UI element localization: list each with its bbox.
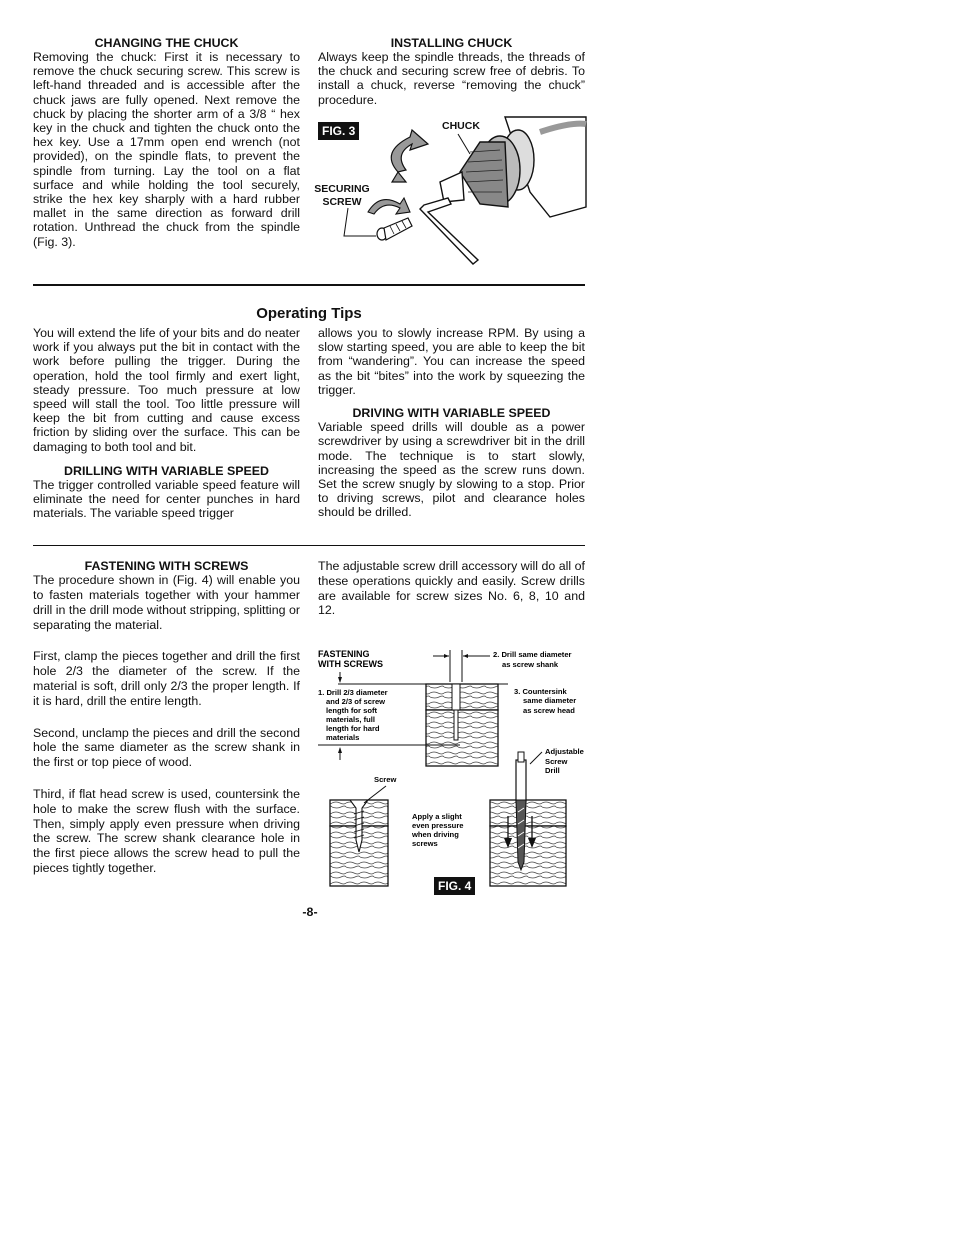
fastening-left-column xyxy=(33,559,300,876)
fig4-step3-text xyxy=(514,687,576,715)
fig4-title-line2: WITH SCREWS xyxy=(318,659,383,669)
page-number: -8- xyxy=(302,905,318,919)
section-divider-top xyxy=(33,284,585,286)
svg-text:as screw head: as screw head xyxy=(523,706,575,715)
operating-tips-title: Operating Tips xyxy=(256,305,362,322)
fig3-chuck-label: CHUCK xyxy=(442,120,480,132)
svg-text:3. Countersink: 3. Countersink xyxy=(514,687,567,696)
svg-text:2. Drill same diameter: 2. Drill same diameter xyxy=(493,650,572,659)
section-divider-bottom xyxy=(33,545,585,546)
changing-chuck-body xyxy=(33,50,300,249)
installing-chuck-body xyxy=(318,50,585,107)
svg-text:Screw: Screw xyxy=(545,757,568,766)
fastening-paragraph-4: Third, if flat head screw is used, countersink the hole to make the screw flush with the surface. Then, simply apply even pressure when driving the screw. The screw shank clearance hole in the first piece allows the screw head to pull the pieces tightly together. xyxy=(33,786,300,875)
fig3-securing-line2: SCREW xyxy=(322,196,362,208)
fig4-screw-label: Screw xyxy=(374,775,397,784)
fig4-title-line1: FASTENING xyxy=(318,649,370,659)
svg-text:as screw shank: as screw shank xyxy=(502,660,559,669)
svg-text:even pressure: even pressure xyxy=(412,821,464,830)
fig4-tag: FIG. 4 xyxy=(434,877,475,895)
svg-text:materials, full: materials, full xyxy=(326,715,375,724)
svg-text:screws: screws xyxy=(412,839,438,848)
svg-text:materials: materials xyxy=(326,733,360,742)
fig3-drill-illustration xyxy=(340,112,588,268)
fig4-apply-text xyxy=(411,812,464,848)
svg-text:1. Drill 2/3 diameter: 1. Drill 2/3 diameter xyxy=(318,688,388,697)
operating-tips-left-column xyxy=(33,326,300,521)
drilling-variable-speed-continued: allows you to slowly increase RPM. By using a slow starting speed, you are able to keep the bit from “wandering”. You can increase the speed as the bit “bites” into the work by squeezing the trigger. xyxy=(318,326,585,397)
installing-chuck-text: Always keep the spindle threads, the threads of the chuck and securing screw free of debris. To install a chuck, reverse “removing the chuck” procedure. xyxy=(318,50,585,107)
operating-tips-intro: You will extend the life of your bits and do neater work if you always put the bit in contact with the work before pulling the trigger. During the operation, hold the tool firmly and exert light, steady pressure. Too much pressure at low speed will stall the tool. Too little pressure will keep the bit from cutting and cause excess friction by sliding over the surface. This can be damaging to both tool and bit. xyxy=(33,326,300,454)
changing-chuck-text: Removing the chuck: First it is necessary to remove the chuck securing screw. This screw is left-hand threaded and is accessible after the chuck jaws are fully opened. Next remove the chuck by placing the shorter arm of a 3/8 “ hex key in the chuck and tighten the chuck onto the hex key. Use a 17mm open end wrench (not provided), on the spindle flats, to prevent the spindle from turning. Lay the tool on a flat surface and while holding the tool securely, strike the hex key sharply with a hard rubber mallet in the same direction as forward drill rotation. Unthread the chuck from the spindle (Fig. 3). xyxy=(33,50,300,249)
fastening-paragraph-2: First, clamp the pieces together and drill the first hole 2/3 the diameter of the screw. If the material is soft, drill only 2/3 the proper length. If it is hard, drill the entire length. xyxy=(33,649,300,708)
svg-text:length for soft: length for soft xyxy=(326,706,378,715)
driving-variable-speed-text: Variable speed drills will double as a power screwdriver by using a screwdriver bit in the drill mode. The technique is to start slowly, increasing the speed as the screw runs down. Set the screw snugly by slowing to a stop. Prior to driving screws, pilot and clearance holes should be drilled. xyxy=(318,420,585,520)
screw-drill-accessory-text: The adjustable screw drill accessory will do all of these operations quickly and easily. Screw drills are available for screw sizes No. 6, 8, 10 and 12. xyxy=(318,559,585,618)
fig4-fastening-diagram xyxy=(318,640,588,900)
fastening-paragraph-3: Second, unclamp the pieces and drill the second hole the same diameter as the screw shank in the first or top piece of wood. xyxy=(33,725,300,770)
fastening-right-column xyxy=(318,559,585,618)
svg-text:Drill: Drill xyxy=(545,766,560,775)
drilling-variable-speed-heading: DRILLING WITH VARIABLE SPEED xyxy=(64,463,269,478)
fig3-securing-line1: SECURING xyxy=(314,183,370,195)
svg-text:length for hard: length for hard xyxy=(326,724,380,733)
svg-text:same diameter: same diameter xyxy=(523,696,577,705)
fastening-heading: FASTENING WITH SCREWS xyxy=(84,559,249,573)
driving-variable-speed-heading: DRIVING WITH VARIABLE SPEED xyxy=(352,406,551,421)
operating-tips-right-column xyxy=(318,326,585,520)
fig4-step2-text xyxy=(493,650,572,669)
svg-text:Adjustable: Adjustable xyxy=(545,747,584,756)
drilling-variable-speed-text: The trigger controlled variable speed feature will eliminate the need for center punches in hard materials. The variable speed trigger xyxy=(33,478,300,521)
installing-chuck-heading: INSTALLING CHUCK xyxy=(390,36,513,50)
changing-chuck-heading: CHANGING THE CHUCK xyxy=(94,36,239,50)
svg-text:when driving: when driving xyxy=(412,830,459,839)
fig3-tag: FIG. 3 xyxy=(318,122,359,140)
fig4-adjustable-text xyxy=(545,747,584,775)
fastening-paragraph-1: The procedure shown in (Fig. 4) will enable you to fasten materials together with your hammer drill in the drill mode without stripping, splitting or separating the material. xyxy=(33,573,300,632)
svg-text:and 2/3 of screw: and 2/3 of screw xyxy=(326,697,386,706)
fig4-step1-text xyxy=(318,688,388,742)
svg-text:Apply a slight: Apply a slight xyxy=(412,812,462,821)
